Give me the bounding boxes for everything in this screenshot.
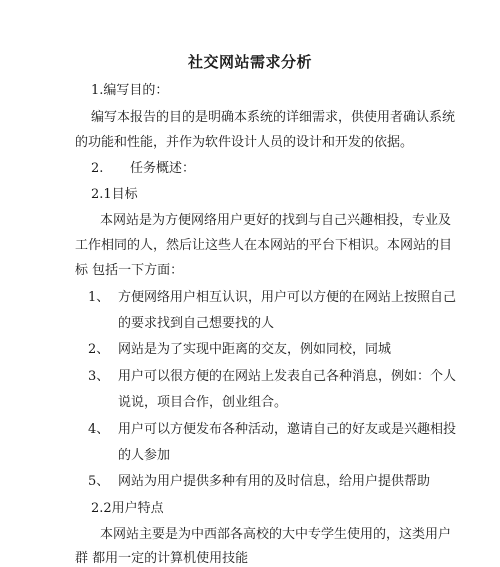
list-item-1-line-2: 的要求找到自己想要找的人 (118, 316, 275, 331)
list-item-2-line-1: 网站是为了实现中距离的交友，例如同校，同城 (118, 342, 392, 357)
section-2-1-heading: 2.1目标 (91, 187, 138, 202)
list-item-3-line-2: 说说，项目合作，创业组合。 (118, 395, 288, 410)
list-item-4-line-2: 的人参加 (118, 448, 171, 463)
section-2-heading: 任务概述： (130, 161, 196, 176)
section-1-heading: 1.编写目的： (91, 83, 169, 98)
list-item-5-line-1: 网站为用户提供多种有用的及时信息，给用户提供帮助 (118, 474, 431, 489)
section-2-2-body-line-1: 本网站主要是为中西部各高校的大中专学生使用的，这类用户 (100, 527, 452, 542)
section-2-2-heading: 2.2用户特点 (91, 501, 164, 516)
list-item-5-number: 5、 (88, 474, 110, 489)
list-item-3-number: 3、 (88, 369, 110, 384)
list-item-1-line-1: 方便网络用户相互认识，用户可以方便的在网站上按照自己 (118, 290, 457, 305)
section-2-1-body-line-1: 本网站是为方便网络用户更好的找到与自己兴趣相投，专业及 (100, 213, 452, 228)
list-item-2-number: 2、 (88, 342, 110, 357)
document-title: 社交网站需求分析 (187, 53, 312, 71)
section-2-2-body-line-2: 群 都用一定的计算机使用技能 (75, 551, 249, 566)
section-2-1-body-line-2: 工作相同的人，然后让这些人在本网站的平台下相识。本网站的目 (75, 238, 453, 253)
section-2-1-body-line-3: 标 包括一下方面： (75, 263, 184, 278)
section-2-number: 2. (91, 161, 104, 176)
list-item-1-number: 1、 (88, 290, 110, 305)
list-item-4-line-1: 用户可以方便发布各种活动，邀请自己的好友或是兴趣相投 (118, 422, 457, 437)
section-1-body-line-2: 的功能和性能，并作为软件设计人员的设计和开发的依据。 (75, 135, 414, 150)
section-1-body-line-1: 编写本报告的目的是明确本系统的详细需求，供使用者确认系统 (91, 110, 456, 125)
list-item-3-line-1: 用户可以很方便的在网站上发表自己各种消息，例如：个人 (118, 369, 457, 384)
list-item-4-number: 4、 (88, 422, 110, 437)
